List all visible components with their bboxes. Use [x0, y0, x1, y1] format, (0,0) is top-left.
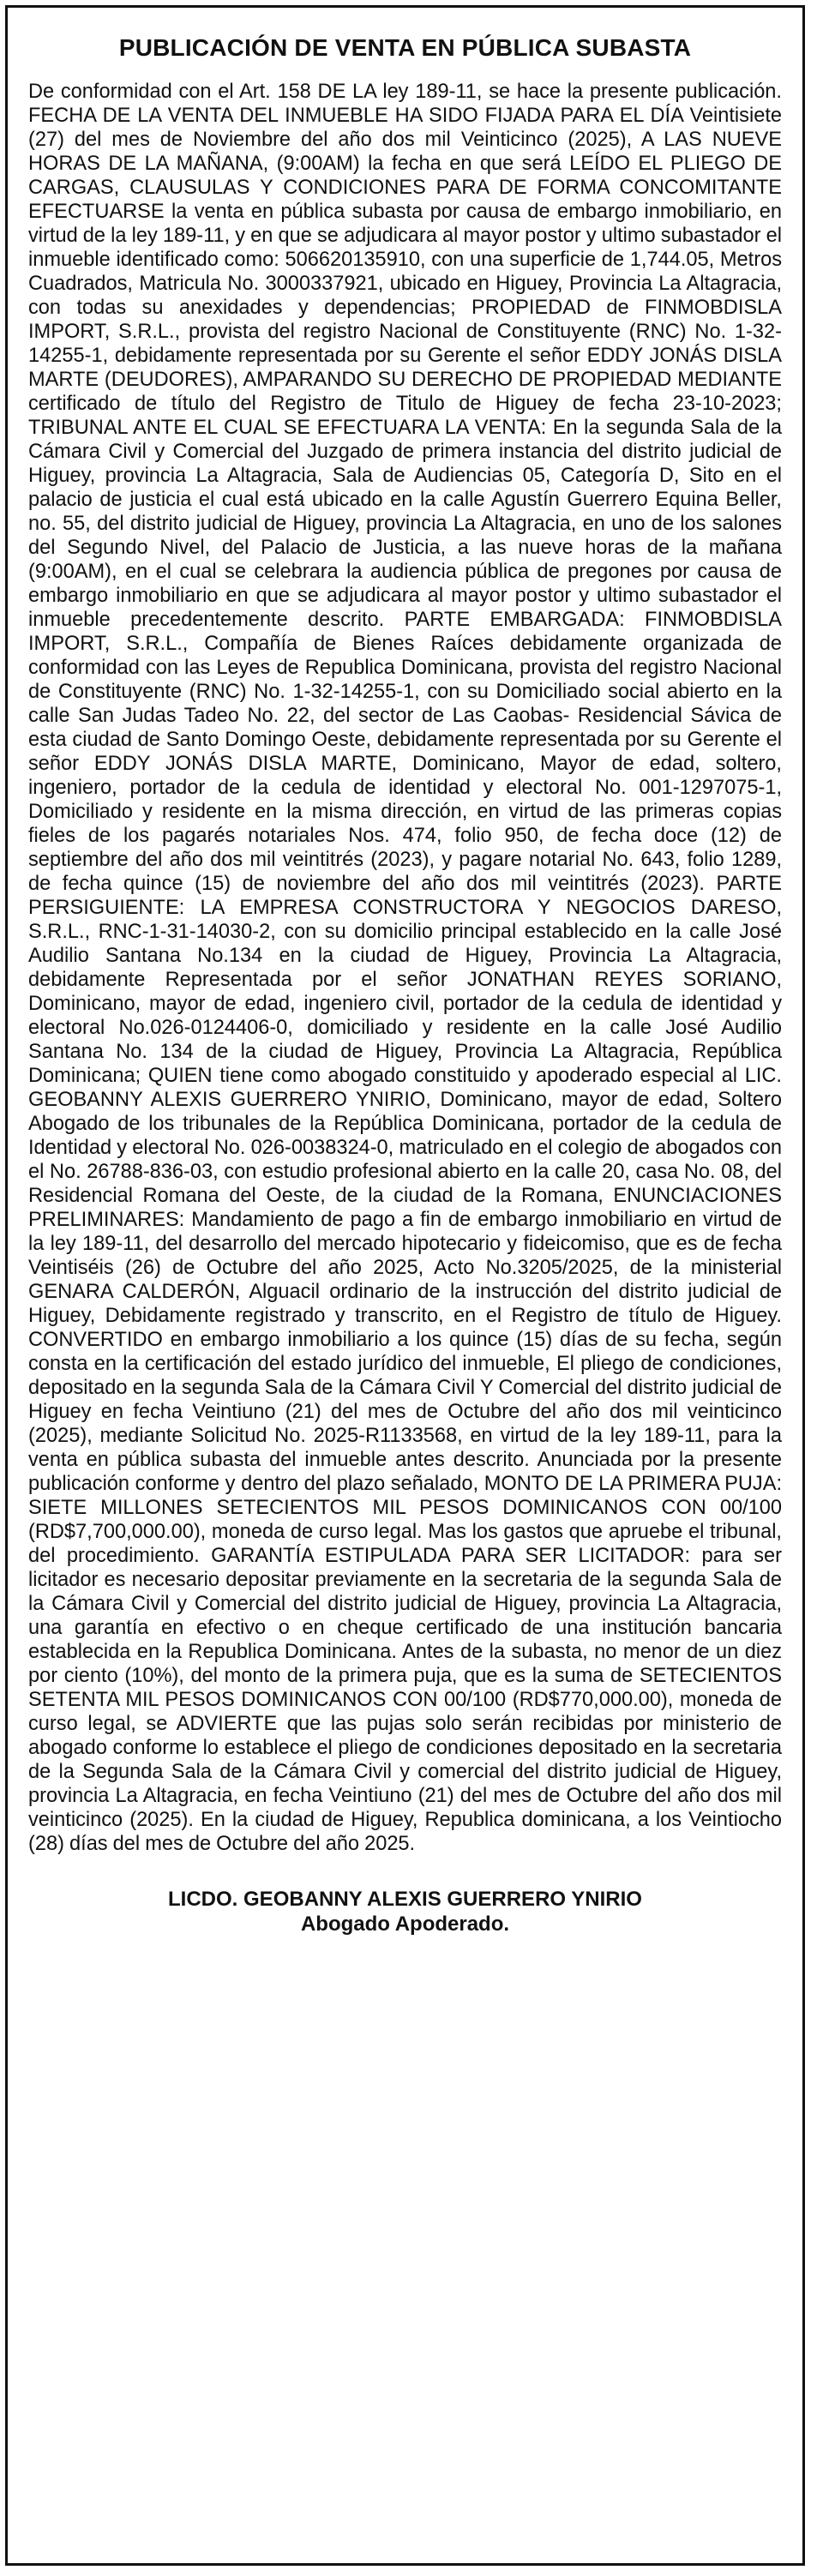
signature-name: LICDO. GEOBANNY ALEXIS GUERRERO YNIRIO: [168, 1888, 642, 1911]
notice-border: [5, 5, 805, 2566]
signature-block: [28, 1887, 782, 1937]
notice-body: De conformidad con el Art. 158 DE LA ley 189-11, se hace la presente publicación. FECHA DE LA VENTA DEL INMUEBLE HA SIDO FIJADA PARA EL DÍA Veintisiete (27) del mes de Noviembre del año dos mil Veinticinco (2025), A LAS NUEVE HORAS DE LA MAÑANA, (9:00AM) la fecha en que será LEÍDO EL PLIEGO DE CARGAS, CLAUSULAS Y CONDICIONES PARA DE FORMA CONCOMITANTE EFECTUARSE la venta en pública subasta por causa de embargo inmobiliario, en virtud de la ley 189-11, y en que se adjudicara al mayor postor y ultimo subastador el inmueble identificado como: 506620135910, con una superficie de 1,744.05, Metros Cuadrados, Matricula No. 3000337921, ubicado en Higuey, Provincia La Altagracia, con todas su anexidades y dependencias; PROPIEDAD de FINMOBDISLA IMPORT, S.R.L., provista del registro Nacional de Constituyente (RNC) No. 1-32-14255-1, debidamente representada por su Gerente el señor EDDY JONÁS DISLA MARTE (DEUDORES), AMPARANDO SU DERECHO DE PROPIEDAD MEDIANTE certificado de título del Registro de Titulo de Higuey de fecha 23-10-2023; TRIBUNAL ANTE EL CUAL SE EFECTUARA LA VENTA: En la segunda Sala de la Cámara Civil y Comercial del Juzgado de primera instancia del distrito judicial de Higuey, provincia La Altagracia, Sala de Audiencias 05, Categoría D, Sito en el palacio de justicia el cual está ubicado en la calle Agustín Guerrero Equina Beller, no. 55, del distrito judicial de Higuey, provincia La Altagracia, en uno de los salones del Segundo Nivel, del Palacio de Justicia, a las nueve horas de la mañana (9:00AM), en el cual se celebrara la audiencia pública de pregones por causa de embargo inmobiliario en que se adjudicara al mayor postor y ultimo subastador el inmueble precedentemente descrito. PARTE EMBARGADA: FINMOBDISLA IMPORT, S.R.L., Compañía de Bienes Raíces debidamente organizada de conformidad con las Leyes de Republica Dominicana, provista del registro Nacional de Constituyente (RNC) No. 1-32-14255-1, con su Domiciliado social abierto en la calle San Judas Tadeo No. 22, del sector de Las Caobas- Residencial Sávica de esta ciudad de Santo Domingo Oeste, debidamente representada por su Gerente el señor EDDY JONÁS DISLA MARTE, Dominicano, Mayor de edad, soltero, ingeniero, portador de la cedula de identidad y electoral No. 001-1297075-1, Domiciliado y residente en la misma dirección, en virtud de las primeras copias fieles de los pagarés notariales Nos. 474, folio 950, de fecha doce (12) de septiembre del año dos mil veintitrés (2023), y pagare notarial No. 643, folio 1289, de fecha quince (15) de noviembre del año dos mil veintitrés (2023). PARTE PERSIGUIENTE: LA EMPRESA CONSTRUCTORA Y NEGOCIOS DARESO, S.R.L., RNC-1-31-14030-2, con su domicilio principal establecido en la calle José Audilio Santana No.134 en la ciudad de Higuey, Provincia La Altagracia, debidamente Representada por el señor JONATHAN REYES SORIANO, Dominicano, mayor de edad, ingeniero civil, portador de la cedula de identidad y electoral No.026-0124406-0, domiciliado y residente en la calle José Audilio Santana No. 134 de la ciudad de Higuey, Provincia La Altagracia, República Dominicana; QUIEN tiene como abogado constituido y apoderado especial al LIC. GEOBANNY ALEXIS GUERRERO YNIRIO, Dominicano, mayor de edad, Soltero Abogado de los tribunales de la República Dominicana, portador de la cedula de Identidad y electoral No. 026-0038324-0, matriculado en el colegio de abogados con el No. 26788-836-03, con estudio profesional abierto en la calle 20, casa No. 08, del Residencial Romana del Oeste, de la ciudad de la Romana, ENUNCIACIONES PRELIMINARES: Mandamiento de pago a fin de embargo inmobiliario en virtud de la ley 189-11, del desarrollo del mercado hipotecario y fideicomiso, que es de fecha Veintiséis (26) de Octubre del año 2025, Acto No.3205/2025, de la ministerial GENARA CALDERÓN, Alguacil ordinario de la instrucción del distrito judicial de Higuey, Debidamente registrado y transcrito, en el Registro de título de Higuey. CONVERTIDO en embargo inmobiliario a los quince (15) días de su fecha, según consta en la certificación del estado jurídico del inmueble, El pliego de condiciones, depositado en la segunda Sala de la Cámara Civil Y Comercial del distrito judicial de Higuey en fecha Veintiuno (21) del mes de Octubre del año dos mil veinticinco (2025), mediante Solicitud No. 2025-R1133568, en virtud de la ley 189-11, para la venta en pública subasta del inmueble antes descrito. Anunciada por la presente publicación conforme y dentro del plazo señalado, MONTO DE LA PRIMERA PUJA: SIETE MILLONES SETECIENTOS MIL PESOS DOMINICANOS CON 00/100 (RD$7,700,000.00), moneda de curso legal. Mas los gastos que apruebe el tribunal, del procedimiento. GARANTÍA ESTIPULADA PARA SER LICITADOR: para ser licitador es necesario depositar previamente en la secretaria de la segunda Sala de la Cámara Civil y Comercial del distrito judicial de Higuey, provincia La Altagracia, una garantía en efectivo o en cheque certificado de una institución bancaria establecida en la Republica Dominicana. Antes de la subasta, no menor de un diez por ciento (10%), del monto de la primera puja, que es la suma de SETECIENTOS SETENTA MIL PESOS DOMINICANOS CON 00/100 (RD$770,000.00), moneda de curso legal, se ADVIERTE que las pujas solo serán recibidas por ministerio de abogado conforme lo establece el pliego de condiciones depositado en la secretaria de la Segunda Sala de la Cámara Civil y comercial del distrito judicial de Higuey, provincia La Altagracia, en fecha Veintiuno (21) del mes de Octubre del año dos mil veinticinco (2025). En la ciudad de Higuey, Republica dominicana, a los Veintiocho (28) días del mes de Octubre del año 2025.: [28, 81, 782, 1855]
notice-content: [28, 33, 782, 1937]
notice-title: PUBLICACIÓN DE VENTA EN PÚBLICA SUBASTA: [118, 34, 692, 61]
signature-role: Abogado Apoderado.: [300, 1912, 510, 1936]
